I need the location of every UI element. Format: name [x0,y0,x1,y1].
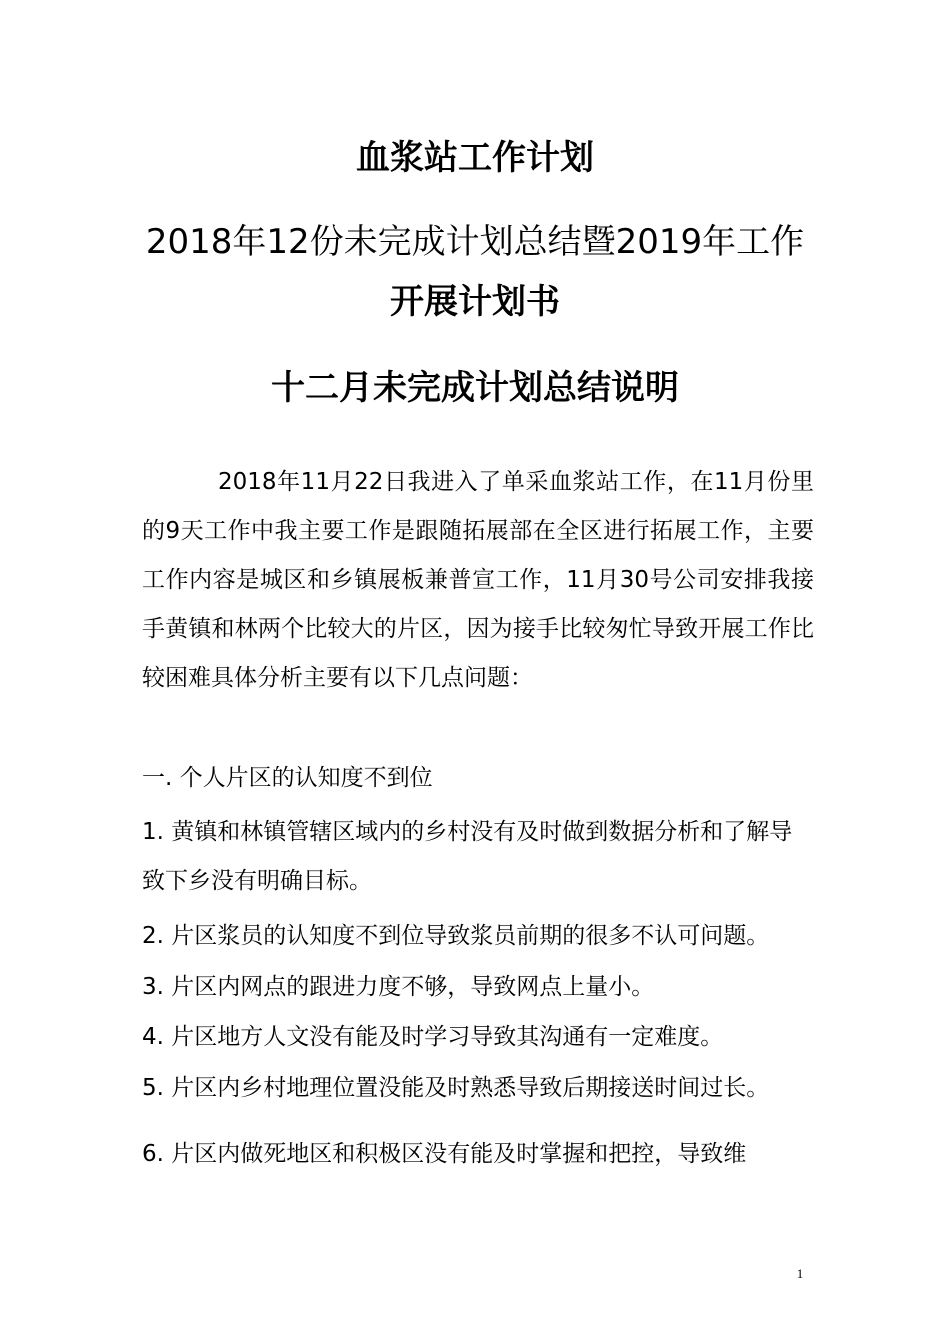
list-item: 6. 片区内做死地区和积极区没有能及时掌握和把控，导致维 [142,1141,747,1167]
list-item: 2. 片区浆员的认知度不到位导致浆员前期的很多不认可问题。 [142,923,770,949]
page-number: 1 [796,1266,804,1281]
list-item: 4. 片区地方人文没有能及时学习导致其沟通有一定难度。 [142,1024,724,1050]
intro-paragraph: 2018年11月22日我进入了单采血浆站工作，在11月份里的9天工作中我主要工作是跟随拓展部在全区进行拓展工作，主要工作内容是城区和乡镇展板兼普宣工作，11月30号公司安排我接手黄镇和林两个比较大的片区，因为接手比较匆忙导致开展工作比较困难具体分析主要有以下几点问题： [142,469,814,691]
list-item: 5. 片区内乡村地理位置没能及时熟悉导致后期接送时间过长。 [142,1075,770,1101]
document-subtitle-line-1: 2018年12份未完成计划总结暨2019年工作 [145,222,805,262]
section-heading: 一. 个人片区的认知度不到位 [142,765,433,791]
document-title: 血浆站工作计划 [356,138,594,178]
document-subtitle-line-2: 开展计划书 [390,282,560,322]
list-item: 1. 黄镇和林镇管辖区域内的乡村没有及时做到数据分析和了解导致下乡没有明确目标。 [142,819,793,894]
list-item: 3. 片区内网点的跟进力度不够，导致网点上量小。 [142,974,655,1000]
section-title: 十二月未完成计划总结说明 [271,368,679,408]
